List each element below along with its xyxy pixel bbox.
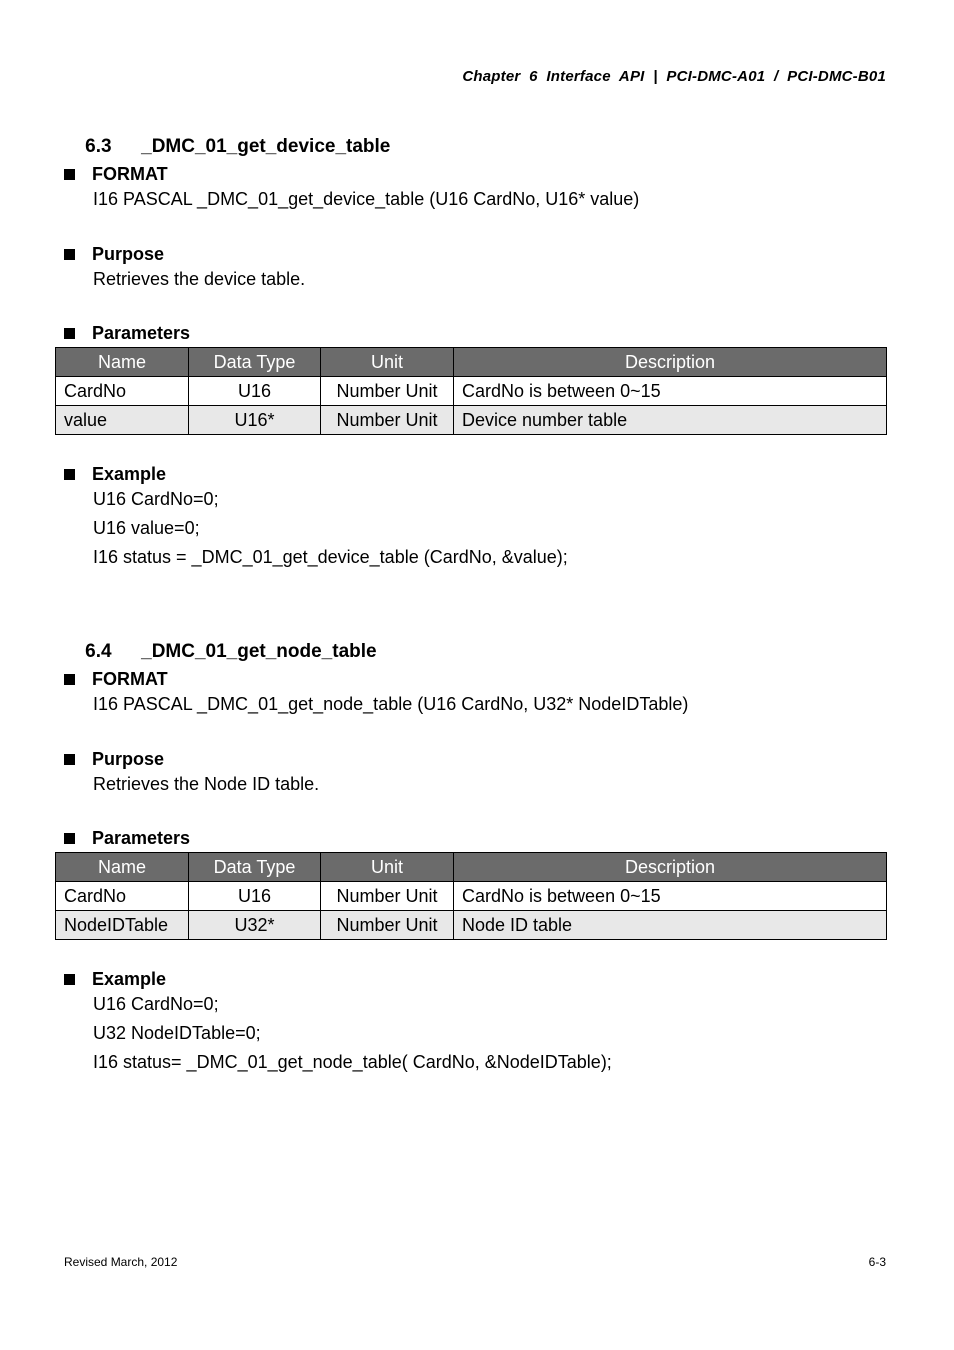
param-type: U16* <box>189 406 321 435</box>
column-header: Unit <box>321 853 454 882</box>
purpose-text: Retrieves the device table. <box>93 269 306 289</box>
param-unit: Number Unit <box>321 377 454 406</box>
column-header: Description <box>454 853 887 882</box>
parameters-block <box>64 827 190 849</box>
column-header: Data Type <box>189 348 321 377</box>
example-line: I16 status= _DMC_01_get_node_table( CardNo, &NodeIDTable); <box>93 1052 612 1072</box>
square-bullet-icon <box>64 249 75 260</box>
column-header: Unit <box>321 348 454 377</box>
square-bullet-icon <box>64 833 75 844</box>
parameters-heading: Parameters <box>92 827 191 848</box>
example-line: U16 CardNo=0; <box>93 489 219 509</box>
purpose-heading: Purpose <box>92 748 165 769</box>
table-header-row <box>56 348 887 377</box>
param-description: Device number table <box>454 406 887 435</box>
purpose-text: Retrieves the Node ID table. <box>93 774 320 794</box>
square-bullet-icon <box>64 469 75 480</box>
example-heading: Example <box>92 968 167 989</box>
param-name: value <box>56 406 189 435</box>
example-line: U16 value=0; <box>93 518 200 538</box>
section-name: _DMC_01_get_node_table <box>141 641 377 662</box>
param-unit: Number Unit <box>321 882 454 911</box>
param-name: CardNo <box>56 882 189 911</box>
param-name: NodeIDTable <box>56 911 189 940</box>
example-line: I16 status = _DMC_01_get_device_table (CardNo, &value); <box>93 547 568 567</box>
footer-page-number: 6-3 <box>868 1255 886 1269</box>
example-line: U16 CardNo=0; <box>93 994 219 1014</box>
example-line: U32 NodeIDTable=0; <box>93 1023 261 1043</box>
param-type: U16 <box>189 377 321 406</box>
square-bullet-icon <box>64 974 75 985</box>
example-block <box>64 968 612 1077</box>
table-row <box>56 882 887 911</box>
parameters-table <box>55 852 887 940</box>
example-block <box>64 463 568 572</box>
format-block <box>64 668 688 719</box>
param-unit: Number Unit <box>321 911 454 940</box>
square-bullet-icon <box>64 328 75 339</box>
parameters-heading: Parameters <box>92 322 191 343</box>
section-name: _DMC_01_get_device_table <box>141 136 391 157</box>
table-header-row <box>56 853 887 882</box>
page-header: Chapter 6 Interface API | PCI-DMC-A01 / PCI-DMC-B01 <box>462 68 886 85</box>
param-description: Node ID table <box>454 911 887 940</box>
param-type: U32* <box>189 911 321 940</box>
footer-revision: Revised March, 2012 <box>64 1255 178 1269</box>
section-number: 6.3 <box>85 136 112 157</box>
param-unit: Number Unit <box>321 406 454 435</box>
square-bullet-icon <box>64 169 75 180</box>
column-header: Description <box>454 348 887 377</box>
purpose-block <box>64 748 319 799</box>
format-text: I16 PASCAL _DMC_01_get_device_table (U16 CardNo, U16* value) <box>93 189 640 209</box>
parameters-table <box>55 347 887 435</box>
table-row <box>56 911 887 940</box>
format-block <box>64 163 639 214</box>
param-description: CardNo is between 0~15 <box>454 882 887 911</box>
param-type: U16 <box>189 882 321 911</box>
param-description: CardNo is between 0~15 <box>454 377 887 406</box>
format-heading: FORMAT <box>92 668 168 689</box>
column-header: Data Type <box>189 853 321 882</box>
purpose-block <box>64 243 305 294</box>
format-text: I16 PASCAL _DMC_01_get_node_table (U16 CardNo, U32* NodeIDTable) <box>93 694 689 714</box>
param-name: CardNo <box>56 377 189 406</box>
square-bullet-icon <box>64 754 75 765</box>
column-header: Name <box>56 348 189 377</box>
table-row <box>56 406 887 435</box>
format-heading: FORMAT <box>92 163 168 184</box>
square-bullet-icon <box>64 674 75 685</box>
parameters-block <box>64 322 190 344</box>
table-row <box>56 377 887 406</box>
section-number: 6.4 <box>85 641 112 662</box>
example-heading: Example <box>92 463 167 484</box>
column-header: Name <box>56 853 189 882</box>
purpose-heading: Purpose <box>92 243 165 264</box>
